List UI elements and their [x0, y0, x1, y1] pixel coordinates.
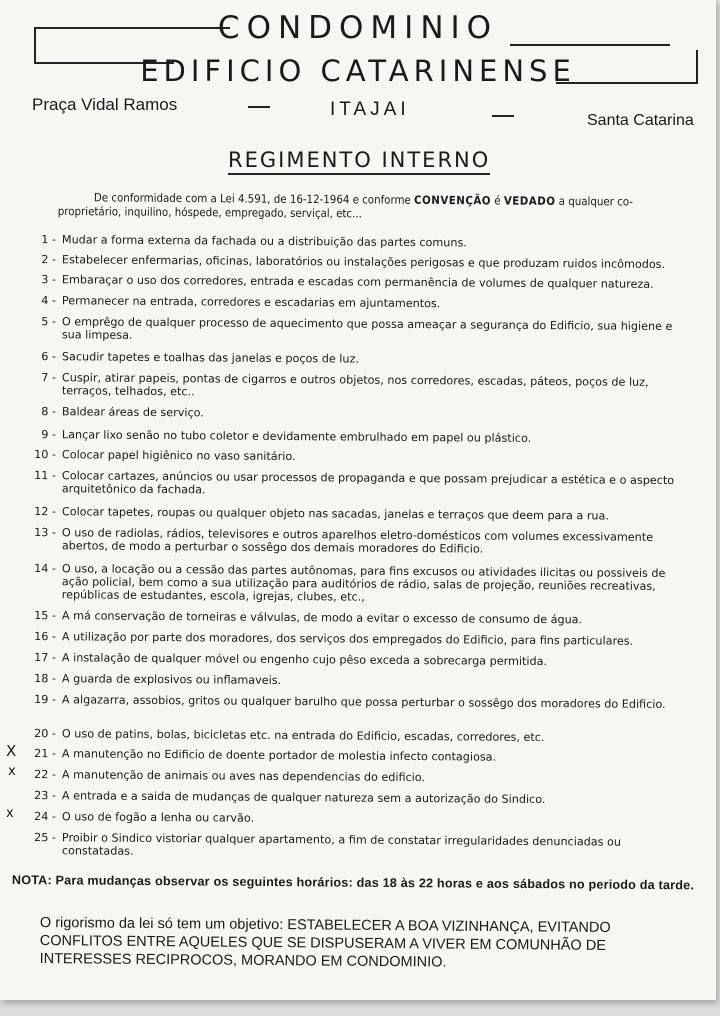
rule-item — [30, 505, 690, 523]
rule-item — [30, 253, 690, 271]
title-condominio: CONDOMINIO — [217, 10, 499, 46]
rule-item — [30, 294, 690, 312]
rule-item — [30, 469, 690, 500]
intro-text-after: a qualquer co-proprietário, inquilino, hóspede, empregado, serviçal, etc... — [57, 193, 634, 221]
rule-text: A guarda de explosivos ou inflamaveis. — [61, 672, 282, 687]
separator-dash — [492, 115, 514, 117]
rule-number: 10 - — [34, 448, 56, 462]
rule-text: O uso de radiolas, rádios, televisores e outros aparelhos eletro-domésticos com volumes excessivamente abertos, de modo a perturbar o sossêgo dos demais moradores do Edificio. — [61, 526, 654, 556]
closing-statement: O rigorismo da lei só tem um objetivo: ESTABELECER A BOA VIZINHANÇA, EVITANDO CONFLITOS ENTRE AQUELES QUE SE DISPUSERAM A VIVER EM COMUNHÃO DE INTERESSES RECIPROCOS, MORANDO EM CONDOMINIO. — [39, 914, 611, 971]
rule-number: 14 - — [34, 562, 56, 576]
rule-text: Baldear áreas de serviço. — [61, 405, 204, 420]
rule-item — [30, 727, 690, 745]
rule-text: Embaraçar o uso dos corredores, entrada e escadas com permanência de volumes de qualquer natureza. — [61, 273, 654, 291]
rule-text: A manutenção no Edificio de doente portador de molestia infecto contagiosa. — [61, 747, 497, 764]
rule-item — [30, 405, 690, 423]
rule-number: 2 - — [41, 253, 56, 267]
separator-dash — [248, 106, 270, 108]
rule-number: 13 - — [34, 526, 56, 540]
title-edificio: EDIFICIO CATARINENSE — [140, 54, 576, 88]
rule-number: 9 - — [41, 428, 56, 442]
rule-text: Colocar cartazes, anúncios ou usar processos de propaganda e que possam prejudicar a estética e o aspecto arquitetônico da fachada. — [61, 469, 675, 497]
rule-number: 23 - — [34, 789, 56, 803]
rule-text: O uso de patins, bolas, bicicletas etc. na entrada do Edificio, escadas, corredores, etc. — [61, 727, 545, 745]
intro-vedado: VEDADO — [503, 193, 556, 208]
handwritten-mark-21: X — [6, 742, 17, 760]
rule-item — [30, 448, 690, 466]
intro-paragraph — [58, 190, 690, 223]
rule-text: Estabelecer enfermarias, oficinas, laboratórios ou instalações perigosas e que produzam ruidos incômodos. — [61, 253, 666, 271]
rule-item — [30, 789, 690, 807]
rule-text: Sacudir tapetes e toalhas das janelas e poços de luz. — [61, 350, 359, 366]
rule-text: A utilização por parte dos moradores, dos serviços dos empregados do Edificio, para fins particulares. — [61, 630, 634, 648]
rule-text: Mudar a forma externa da fachada ou a distribuição das partes comuns. — [61, 233, 467, 250]
rule-text: A manutenção de animais ou aves nas dependencias do edificio. — [61, 768, 426, 785]
rule-item — [30, 747, 690, 765]
rule-item — [30, 768, 690, 786]
rule-text: Cuspir, atirar papeis, pontas de cigarros e outros objetos, nos corredores, escadas, páteos, poços de luz, terraços, telhados, etc.. — [61, 371, 649, 399]
rule-number: 24 - — [34, 810, 56, 824]
rule-number: 3 - — [41, 273, 56, 287]
location-address: Praça Vidal Ramos — [32, 95, 178, 114]
rule-number: 5 - — [41, 315, 56, 329]
rule-number: 8 - — [41, 405, 56, 419]
rule-item — [30, 371, 690, 402]
document-heading: REGIMENTO INTERNO — [228, 148, 490, 175]
rule-number: 15 - — [34, 609, 56, 623]
rule-number: 25 - — [34, 831, 56, 845]
rule-item — [30, 350, 690, 368]
rule-number: 18 - — [34, 672, 56, 686]
rule-item — [30, 693, 690, 711]
rule-item — [30, 315, 690, 346]
intro-convencao: CONVENÇÃO — [413, 192, 492, 208]
rule-item — [30, 810, 690, 828]
rule-item — [30, 526, 690, 557]
rule-text: A instalação de qualquer móvel ou engenho cujo pêso exceda a sobrecarga permitida. — [61, 651, 548, 669]
rule-item — [30, 562, 690, 606]
rule-number: 12 - — [34, 505, 56, 519]
nota-schedule: NOTA: Para mudanças observar os seguintes horários: das 18 às 22 horas e aos sábados no periodo da tarde. — [11, 873, 695, 893]
rule-number: 16 - — [34, 630, 56, 644]
handwritten-mark-24: x — [6, 806, 14, 821]
rule-text: O emprêgo de qualquer processo de aquecimento que possa ameaçar a segurança do Edificio, sua higiene e sua limpesa. — [61, 315, 673, 342]
rule-text: O uso de fogão a lenha ou carvão. — [61, 810, 255, 825]
rule-item — [30, 233, 690, 251]
rule-number: 1 - — [41, 233, 56, 247]
rule-number: 19 - — [34, 693, 56, 707]
rule-text: A má conservação de torneiras e válvulas, de modo a evitar o excesso de consumo de água. — [61, 609, 583, 627]
intro-text-middle: é — [490, 193, 504, 208]
handwritten-mark-22: x — [8, 764, 16, 779]
rule-item — [30, 609, 690, 627]
rule-text: Proibir o Sindico vistoriar qualquer apartamento, a fim de constatar irregularidades denunciadas ou constatadas. — [61, 831, 622, 858]
rule-number: 4 - — [41, 294, 56, 308]
rule-text: A entrada e a saida de mudanças de qualquer natureza sem a autorização do Sindico. — [61, 789, 546, 807]
rule-text: Permanecer na entrada, corredores e escadarias em ajuntamentos. — [61, 294, 441, 311]
rule-item — [30, 831, 690, 862]
rule-text: Lançar lixo senão no tubo coletor e devidamente embrulhado em papel ou plástico. — [61, 428, 532, 445]
rule-number: 17 - — [34, 651, 56, 665]
rule-text: A algazarra, assobios, gritos ou qualquer barulho que possa perturbar o sossêgo dos moradores do Edificio. — [61, 693, 666, 711]
rule-item — [30, 651, 690, 669]
rule-item — [30, 273, 690, 291]
intro-text-before: De conformidade com a Lei 4.591, de 16-12-1964 e conforme — [93, 190, 415, 207]
rule-text: Colocar tapetes, roupas ou qualquer objeto nas sacadas, janelas e terraços que deem para a rua. — [61, 505, 610, 523]
rule-number: 6 - — [41, 350, 56, 364]
rule-number: 22 - — [34, 768, 56, 782]
rule-item — [30, 428, 690, 446]
rule-number: 21 - — [34, 747, 56, 761]
rule-text: O uso, a locação ou a cessão das partes autônomas, para fins excusos ou atividades ilicitas ou possiveis de ação policial, bem como a sua utilização para auditórios de rádio, salas de projeção, reuniões recreativas, repúblicas de estudantes, escola, igrejas, clubes, etc., — [61, 562, 666, 604]
rule-number: 11 - — [34, 469, 56, 483]
rule-number: 20 - — [34, 727, 56, 741]
location-state: Santa Catarina — [587, 112, 694, 129]
rule-text: Colocar papel higiênico no vaso sanitário. — [61, 448, 296, 464]
location-city: ITAJAI — [330, 99, 410, 120]
rule-item — [30, 672, 690, 690]
rule-item — [30, 630, 690, 648]
rule-number: 7 - — [41, 371, 56, 385]
